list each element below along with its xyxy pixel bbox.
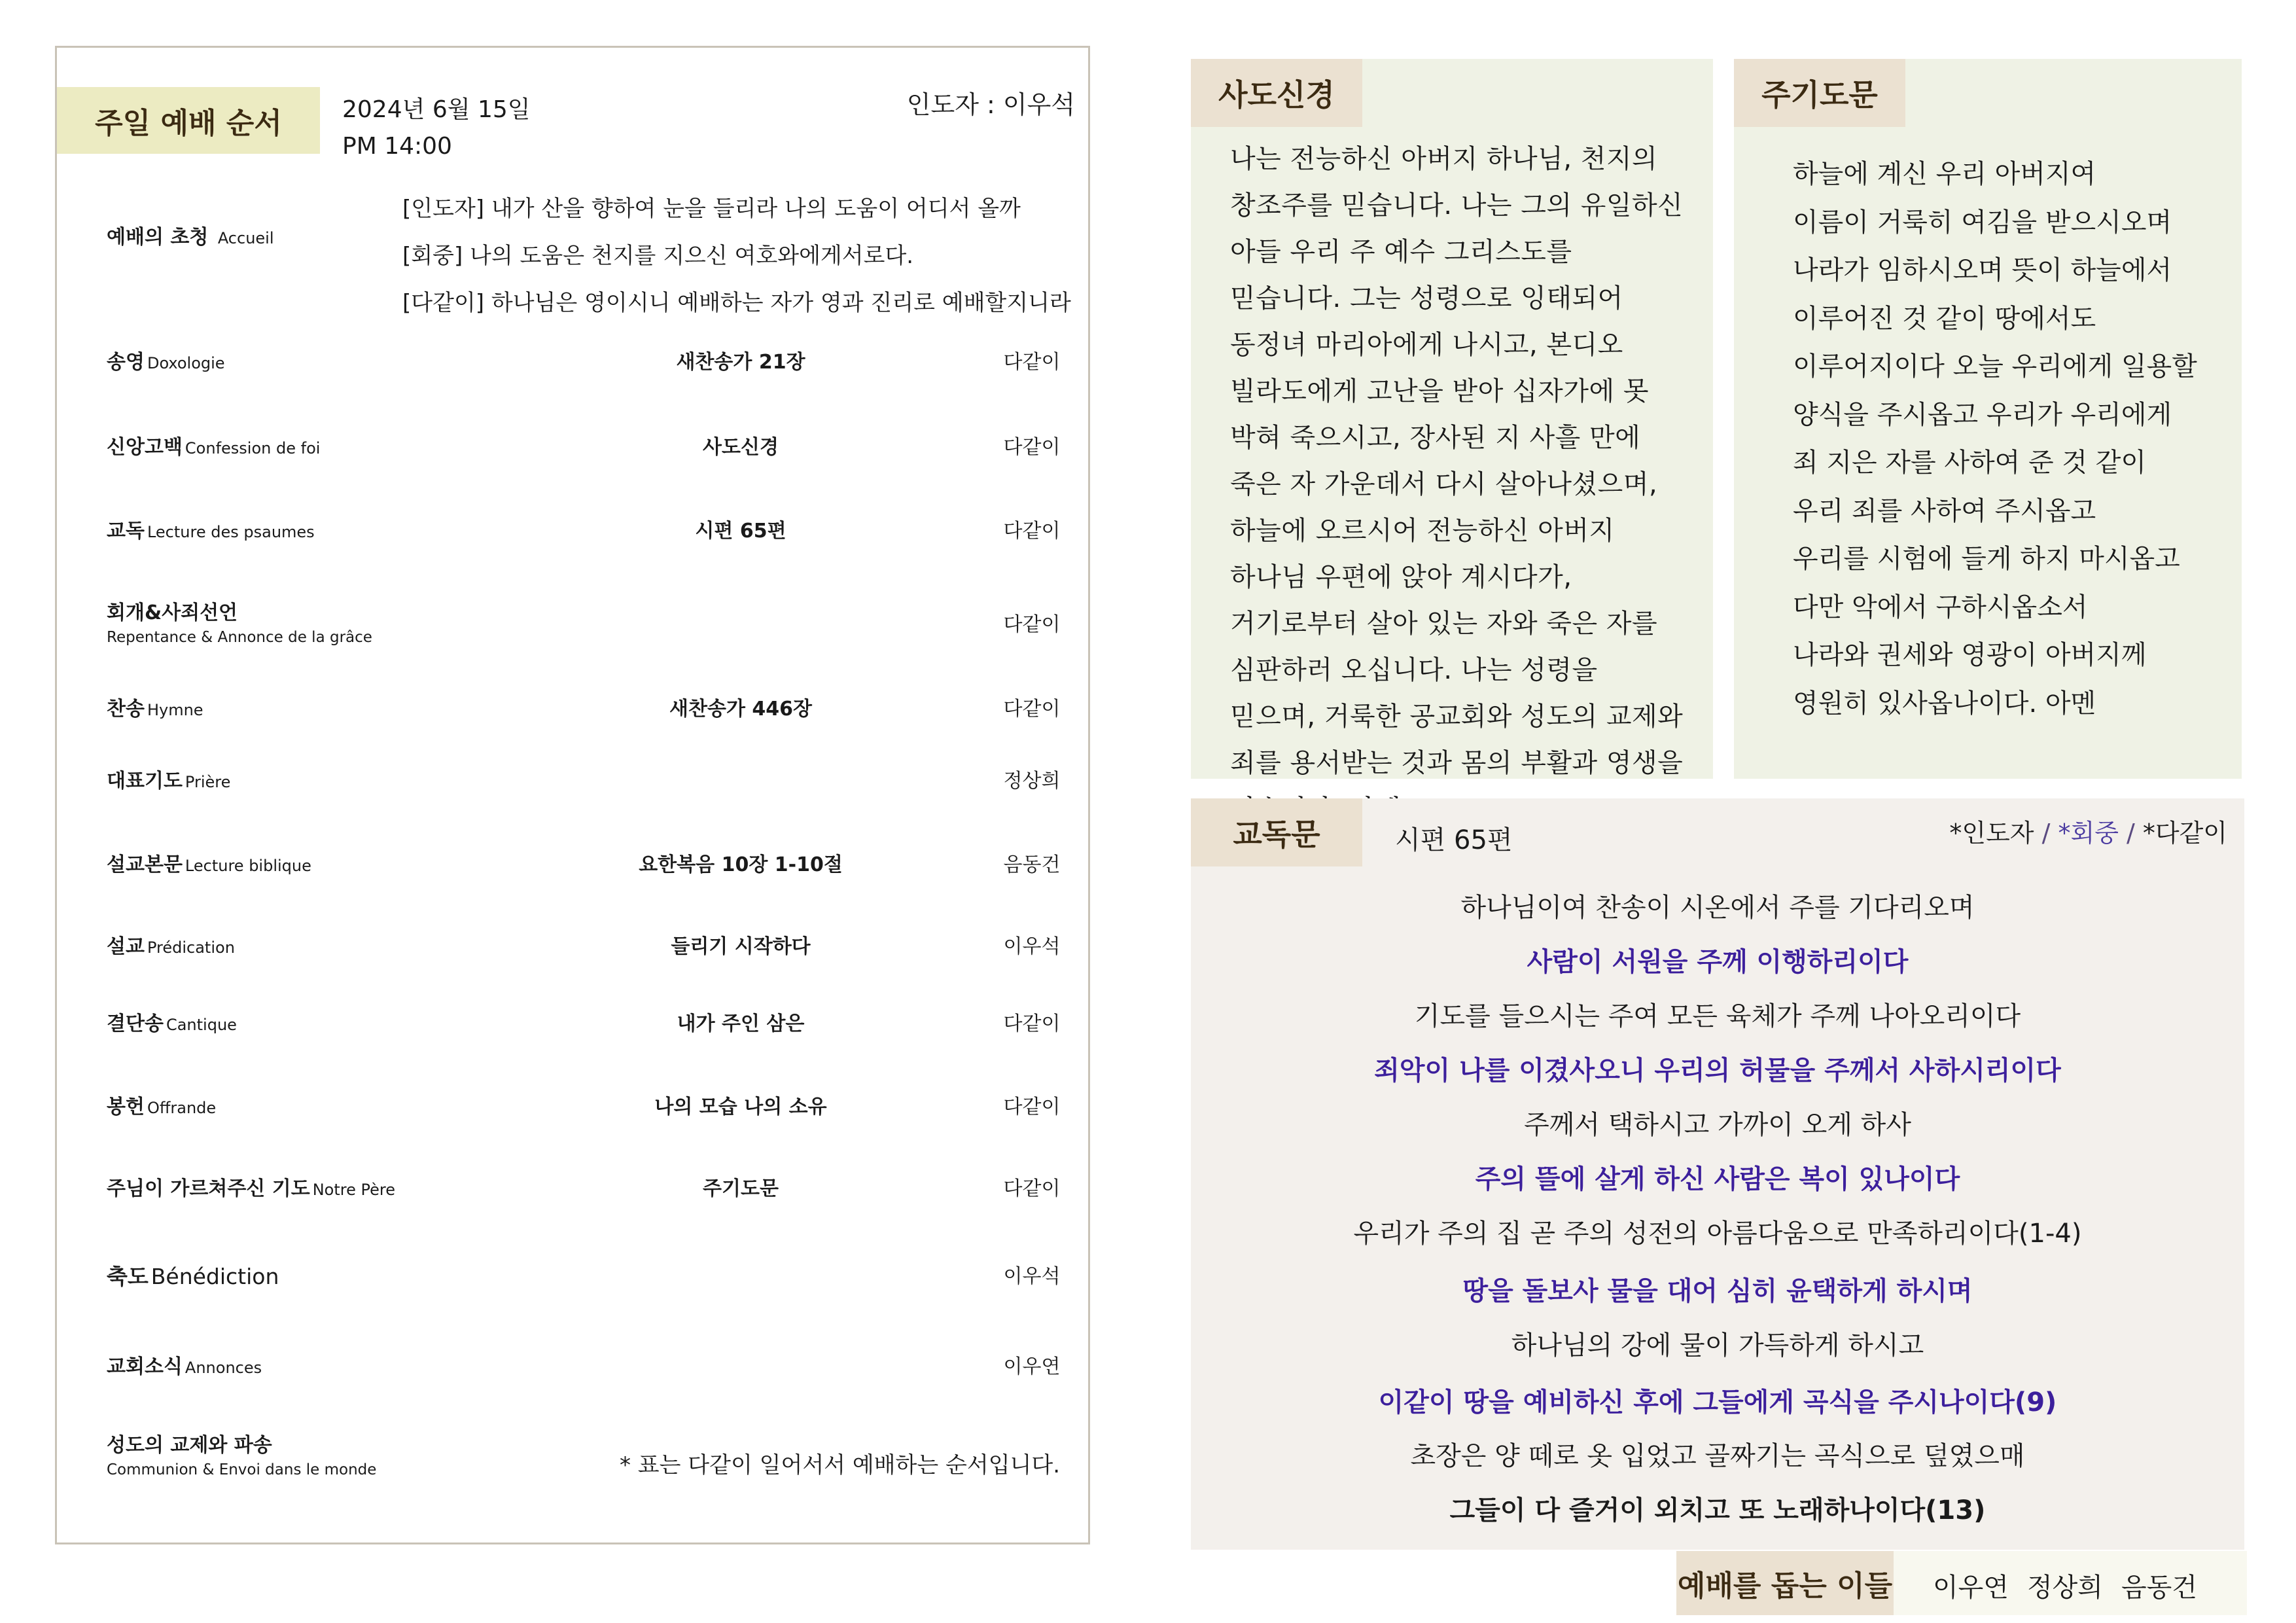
order-row-content: 시편 65편 xyxy=(695,520,786,543)
legend-congregation: *회중 xyxy=(2058,819,2119,847)
prayer-line: 이루어진 것 같이 땅에서도 xyxy=(1793,303,2096,334)
prayer-line: 우리를 시험에 들게 하지 마시옵고 xyxy=(1793,544,2180,574)
order-row-name: 축도 Bénédiction xyxy=(107,1264,279,1289)
call-line-all: [다같이] 하나님은 영이시니 예배하는 자가 영과 진리로 예배할지니라 xyxy=(402,290,1071,316)
order-row-person: 정상희 xyxy=(1003,770,1061,793)
lords-prayer-panel xyxy=(1734,59,2242,779)
order-row-person: 다같이 xyxy=(1003,1012,1061,1035)
order-row-name: 신앙고백 Confession de foi xyxy=(107,436,321,459)
order-row-content: 새찬송가 21장 xyxy=(676,351,805,374)
order-row-sub: Accueil xyxy=(217,229,274,247)
order-row-sub: Communion & Envoi dans le monde xyxy=(107,1461,377,1478)
order-row-content: 요한복음 10장 1-10절 xyxy=(639,853,843,876)
order-row-name: 교독 Lecture des psaumes xyxy=(107,520,315,543)
order-row-name: 결단송 Cantique xyxy=(107,1012,237,1035)
legend-leader: *인도자 xyxy=(1949,819,2034,847)
order-row-content: 새찬송가 446장 xyxy=(669,698,812,721)
order-row-sub: Repentance & Annonce de la grâce xyxy=(107,629,372,646)
order-row-content: 나의 모습 나의 소유 xyxy=(654,1096,827,1118)
order-row-content: 들리기 시작하다 xyxy=(671,935,811,958)
helper-name: 음동건 xyxy=(2121,1573,2197,1603)
reading-line: 죄악이 나를 이겼사오니 우리의 허물을 주께서 사하시리이다 xyxy=(1374,1056,2061,1086)
call-line-leader: [인도자] 내가 산을 향하여 눈을 들리라 나의 도움이 어디서 올까 xyxy=(402,196,1021,222)
order-row-person: 다같이 xyxy=(1003,613,1061,636)
reading-psalm-reference: 시편 65편 xyxy=(1395,825,1513,855)
order-row-person: 다같이 xyxy=(1003,1177,1061,1200)
service-date: 2024년 6월 15일 xyxy=(342,96,531,123)
prayer-line: 이루어지이다 오늘 우리에게 일용할 xyxy=(1793,351,2197,382)
order-row-name: 회개&사죄선언 xyxy=(107,601,238,624)
order-row-content: 사도신경 xyxy=(703,436,779,459)
worship-order-panel xyxy=(55,46,1090,1544)
order-row-person: 이우연 xyxy=(1003,1355,1061,1378)
order-row-name: 찬송 Hymne xyxy=(107,698,203,721)
reading-line: 그들이 다 즐거이 외치고 또 노래하나이다(13) xyxy=(1449,1495,1986,1525)
order-row-name: 주님이 가르쳐주신 기도 Notre Père xyxy=(107,1177,395,1200)
prayer-line: 나라와 권세와 영광이 아버지께 xyxy=(1793,640,2147,670)
reading-line: 이같이 땅을 예비하신 후에 그들에게 곡식을 주시나이다(9) xyxy=(1378,1387,2057,1418)
reading-line: 사람이 서원을 주께 이행하리이다 xyxy=(1527,947,1909,977)
order-row-name: 예배의 초청 Accueil xyxy=(107,226,274,249)
order-row-content: 내가 주인 삼은 xyxy=(677,1012,805,1035)
order-row-name: 설교 Prédication xyxy=(107,935,235,958)
reading-line: 땅을 돌보사 물을 대어 심히 윤택하게 하시며 xyxy=(1462,1276,1973,1306)
lords-prayer-title: 주기도문 xyxy=(1734,59,1905,127)
service-leader: 인도자 : 이우석 xyxy=(906,90,1075,119)
order-row-name: 송영 Doxologie xyxy=(107,351,225,374)
responsive-reading-panel xyxy=(1191,798,2244,1550)
order-row-name: 대표기도 Prière xyxy=(107,770,231,793)
order-row-person: 이우석 xyxy=(1003,935,1061,958)
helper-name: 정상희 xyxy=(2027,1573,2103,1603)
order-row-name: 봉헌 Offrande xyxy=(107,1096,217,1118)
call-line-congregation: [회중] 나의 도움은 천지를 지으신 여호와에게서로다. xyxy=(402,243,914,269)
prayer-line: 죄 지은 자를 사하여 준 것 같이 xyxy=(1793,448,2146,478)
reading-line: 우리가 주의 집 곧 주의 성전의 아름다움으로 만족하리이다(1-4) xyxy=(1353,1219,2082,1249)
lords-prayer-lines xyxy=(1793,151,2197,728)
service-time: PM 14:00 xyxy=(342,133,452,160)
prayer-line: 우리 죄를 사하여 주시옵고 xyxy=(1793,495,2096,526)
reading-line: 기도를 들으시는 주여 모든 육체가 주께 나아오리이다 xyxy=(1414,1001,2021,1031)
reading-line: 하나님의 강에 물이 가득하게 하시고 xyxy=(1511,1330,1924,1361)
helper-name: 이우연 xyxy=(1933,1573,2009,1603)
worship-helpers-title: 예배를 돕는 이들 xyxy=(1676,1551,1894,1615)
order-row-name: 교회소식 Annonces xyxy=(107,1355,262,1378)
apostles-creed-text: 나는 전능하신 아버지 하나님, 천지의 창조주를 믿습니다. 나는 그의 유일하신 아들 우리 주 예수 그리스도를 믿습니다. 그는 성령으로 잉태되어 동정녀 마리아에게 나시고, 본디오 빌라도에게 고난을 받아 십자가에 못 박혀 죽으시고, 장사된 지 사흘 만에 죽은 자 가운데서 다시 살아나셨으며, 하늘에 오르시어 전능하신 아버지 하나님 우편에 앉아 계시다가, 거기로부터 살아 있는 자와 죽은 자를 심판하러 오십니다. 나는 성령을 믿으며, 거룩한 공교회와 성도의 교제와 죄를 용서받는 것과 몸의 부활과 영생을 xyxy=(1230,144,1684,778)
prayer-line: 나라가 임하시오며 뜻이 하늘에서 xyxy=(1793,255,2172,285)
prayer-line: 양식을 주시옵고 우리가 우리에게 xyxy=(1793,399,2172,430)
worship-helpers-panel xyxy=(1676,1551,2247,1615)
order-row-name: 설교본문 Lecture biblique xyxy=(107,853,311,876)
order-row-content: 주기도문 xyxy=(703,1177,779,1200)
reading-line: 주께서 택하시고 가까이 오게 하사 xyxy=(1524,1110,1911,1140)
order-row-person: 다같이 xyxy=(1003,351,1061,374)
reading-line: 하나님이여 찬송이 시온에서 주를 기다리오며 xyxy=(1460,893,1975,923)
prayer-line: 영원히 있사옵나이다. 아멘 xyxy=(1793,688,2096,719)
order-row-person: 다같이 xyxy=(1003,520,1061,543)
apostles-creed-title: 사도신경 xyxy=(1191,59,1362,127)
apostles-creed-panel xyxy=(1191,59,1713,779)
order-row-person: 이우석 xyxy=(1003,1265,1061,1288)
order-row-person: 다같이 xyxy=(1003,1096,1061,1118)
prayer-line: 다만 악에서 구하시옵소서 xyxy=(1793,592,2088,622)
order-row-person: 다같이 xyxy=(1003,436,1061,459)
prayer-line: 이름이 거룩히 여김을 받으시오며 xyxy=(1793,207,2172,238)
order-row-person: 음동건 xyxy=(1003,853,1061,876)
legend-all: *다같이 xyxy=(2142,819,2227,847)
responsive-reading-title: 교독문 xyxy=(1191,798,1362,866)
order-row-name: 성도의 교제와 파송 xyxy=(107,1434,272,1457)
worship-order-title: 주일 예배 순서 xyxy=(57,87,320,154)
standing-footnote: * 표는 다같이 일어서서 예배하는 순서입니다. xyxy=(620,1452,1061,1478)
reading-line: 주의 뜰에 살게 하신 사람은 복이 있나이다 xyxy=(1475,1164,1960,1194)
reading-role-legend: *인도자 / *회중 / *다같이 xyxy=(1949,819,2227,847)
prayer-line: 하늘에 계신 우리 아버지여 xyxy=(1793,159,2096,189)
order-row-person: 다같이 xyxy=(1003,698,1061,721)
reading-line: 초장은 양 떼로 옷 입었고 골짜기는 곡식으로 덮였으매 xyxy=(1410,1441,2025,1471)
